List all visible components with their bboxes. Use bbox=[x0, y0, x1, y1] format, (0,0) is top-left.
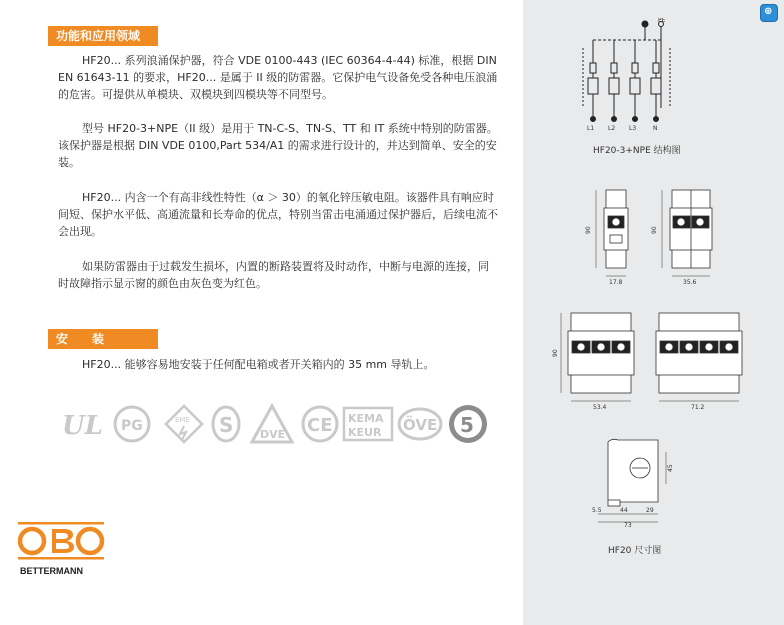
paragraph-installation: HF20... 能够容易地安装于任何配电箱或者开关箱内的 35 mm 导轨上。 bbox=[82, 358, 435, 371]
right-diagram-panel bbox=[523, 0, 784, 625]
svg-text:KEMA: KEMA bbox=[348, 412, 384, 425]
svg-text:5.5: 5.5 bbox=[592, 507, 602, 514]
svg-text:KEUR: KEUR bbox=[348, 426, 382, 439]
svg-text:PE: PE bbox=[658, 18, 666, 24]
certification-logos bbox=[58, 402, 478, 446]
svg-text:35.6: 35.6 bbox=[683, 279, 697, 286]
side-view-drawing bbox=[588, 432, 698, 527]
section-heading-installation: 安 装 bbox=[48, 329, 158, 349]
svg-text:CE: CE bbox=[307, 415, 333, 436]
svg-text:17.8: 17.8 bbox=[609, 279, 623, 286]
svg-text:N: N bbox=[653, 125, 658, 132]
ul-mark-icon bbox=[58, 402, 106, 446]
ce-mark-icon bbox=[298, 402, 342, 446]
single-double-module-drawing bbox=[578, 180, 748, 292]
svg-text:53.4: 53.4 bbox=[593, 404, 607, 411]
svg-text:90: 90 bbox=[552, 349, 559, 357]
semko-mark-icon bbox=[204, 402, 248, 446]
svg-text:73: 73 bbox=[624, 522, 632, 527]
translate-icon: ⊕ bbox=[764, 6, 773, 17]
section-heading-application: 功能和应用领域 bbox=[48, 26, 158, 46]
paragraph-1: HF20... 系列浪涌保护器，符合 VDE 0100-443 (IEC 60364-4-44) 标准，根据 DIN EN 61643-11 的要求，HF20... 是属于 II 级的防雷器。它保护电气设备免受各种电压浪涌的危害。可提供从单模块、双模块到四模块等不同型号。 bbox=[58, 54, 498, 101]
svg-text:29: 29 bbox=[646, 507, 654, 514]
svg-text:L2: L2 bbox=[608, 125, 616, 132]
svg-text:ÖVE: ÖVE bbox=[403, 416, 438, 434]
dimension-diagram-caption: HF20 尺寸图 bbox=[608, 546, 662, 556]
eme-mark-icon bbox=[162, 402, 206, 446]
kema-keur-mark-icon bbox=[342, 402, 394, 446]
circuit-diagram bbox=[578, 18, 708, 133]
svg-text:5: 5 bbox=[460, 413, 474, 437]
five-year-mark-icon bbox=[446, 402, 490, 446]
svg-text:L3: L3 bbox=[629, 125, 637, 132]
svg-text:S: S bbox=[219, 413, 234, 437]
triple-quad-module-drawing bbox=[551, 305, 776, 417]
vde-mark-icon bbox=[248, 402, 296, 446]
translate-button[interactable] bbox=[760, 4, 778, 22]
svg-text:45: 45 bbox=[667, 464, 674, 472]
svg-text:DVE: DVE bbox=[260, 428, 286, 441]
ove-mark-icon bbox=[396, 402, 444, 446]
obo-bettermann-logo bbox=[16, 520, 108, 580]
svg-text:EME: EME bbox=[175, 416, 190, 424]
gost-mark-icon bbox=[110, 402, 154, 446]
svg-text:BETTERMANN: BETTERMANN bbox=[20, 566, 83, 576]
svg-text:UL: UL bbox=[62, 411, 103, 441]
paragraph-3: HF20... 内含一个有高非线性特性（α ＞ 30）的氧化锌压敏电阻。该器件具有响应时间短、保护水平低、高通流量和长寿命的优点，特别当雷击电涌通过保护器后，后续电流不会出现。 bbox=[58, 191, 498, 238]
svg-text:PG: PG bbox=[121, 418, 143, 434]
svg-text:71.2: 71.2 bbox=[691, 404, 705, 411]
svg-text:L1: L1 bbox=[587, 125, 595, 132]
svg-text:90: 90 bbox=[585, 226, 592, 234]
svg-text:90: 90 bbox=[651, 226, 658, 234]
svg-text:44: 44 bbox=[620, 507, 628, 514]
paragraph-4: 如果防雷器由于过载发生损坏，内置的断路装置将及时动作，中断与电源的连接，同时故障指示显示窗的颜色由灰色变为红色。 bbox=[58, 260, 489, 290]
circuit-diagram-caption: HF20-3+NPE 结构图 bbox=[593, 146, 681, 156]
paragraph-2: 型号 HF20-3+NPE（II 级）是用于 TN-C-S、TN-S、TT 和 IT 系统中特别的防雷器。该保护器是根据 DIN VDE 0100,Part 534/A1 的需求进行设计的，并达到简单、安全的安装。 bbox=[58, 122, 498, 169]
